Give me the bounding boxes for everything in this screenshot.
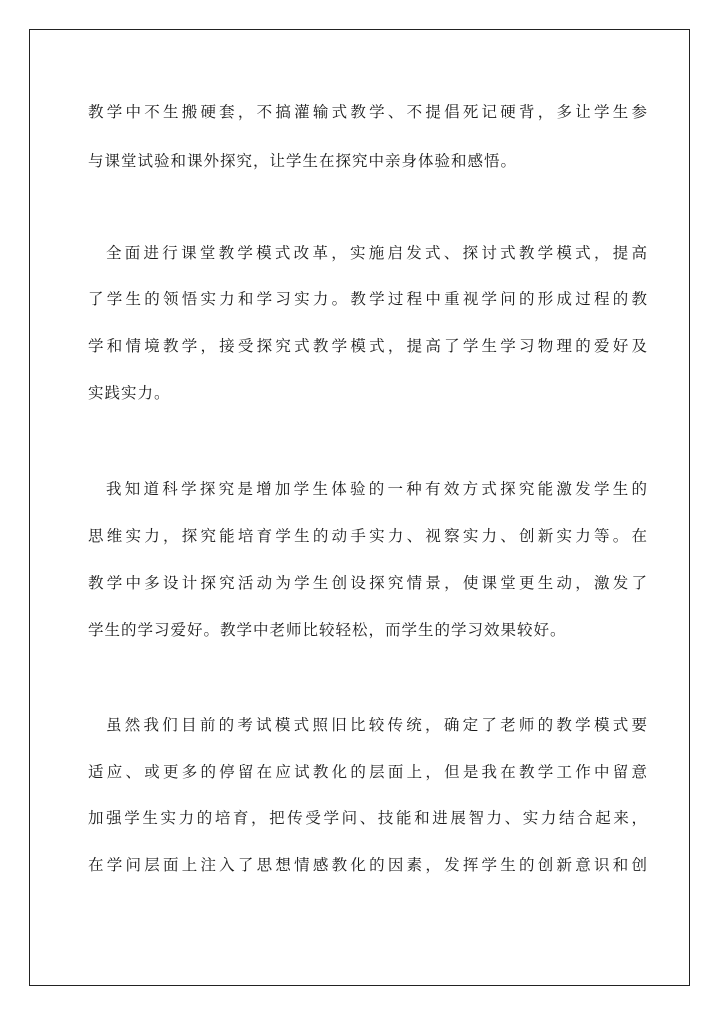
paragraph-1-line-2: 与课堂试验和课外探究，让学生在探究中亲身体验和感悟。 [88, 152, 518, 170]
paragraph-3-line-4: 学生的学习爱好。教学中老师比较轻松，而学生的学习效果较好。 [88, 621, 567, 639]
paragraph-3-line-3: 教学中多设计探究活动为学生创设探究情景，使课堂更生动，激发了 [88, 574, 648, 592]
paragraph-4-line-1: 虽然我们目前的考试模式照旧比较传统，确定了老师的教学模式要 [106, 716, 648, 734]
paragraph-2-line-3: 学和情境教学，接受探究式教学模式，提高了学生学习物理的爱好及 [88, 337, 648, 355]
paragraph-4-line-4: 在学问层面上注入了思想情感教化的因素，发挥学生的创新意识和创 [88, 856, 648, 874]
paragraph-1-line-1: 教学中不生搬硬套，不搞灌输式教学、不提倡死记硬背，多让学生参 [88, 103, 648, 121]
paragraph-4-line-2: 适应、或更多的停留在应试教化的层面上，但是我在教学工作中留意 [88, 763, 648, 781]
page-border [29, 29, 690, 986]
paragraph-2-line-2: 了学生的领悟实力和学习实力。教学过程中重视学问的形成过程的教 [88, 290, 648, 308]
paragraph-4-line-3: 加强学生实力的培育，把传受学问、技能和进展智力、实力结合起来， [88, 809, 648, 827]
paragraph-2-line-4: 实践实力。 [88, 384, 171, 402]
paragraph-2-line-1: 全面进行课堂教学模式改革，实施启发式、探讨式教学模式，提高 [106, 244, 648, 262]
paragraph-3-line-2: 思维实力，探究能培育学生的动手实力、视察实力、创新实力等。在 [88, 527, 648, 545]
paragraph-3-line-1: 我知道科学探究是增加学生体验的一种有效方式探究能激发学生的 [106, 480, 648, 498]
